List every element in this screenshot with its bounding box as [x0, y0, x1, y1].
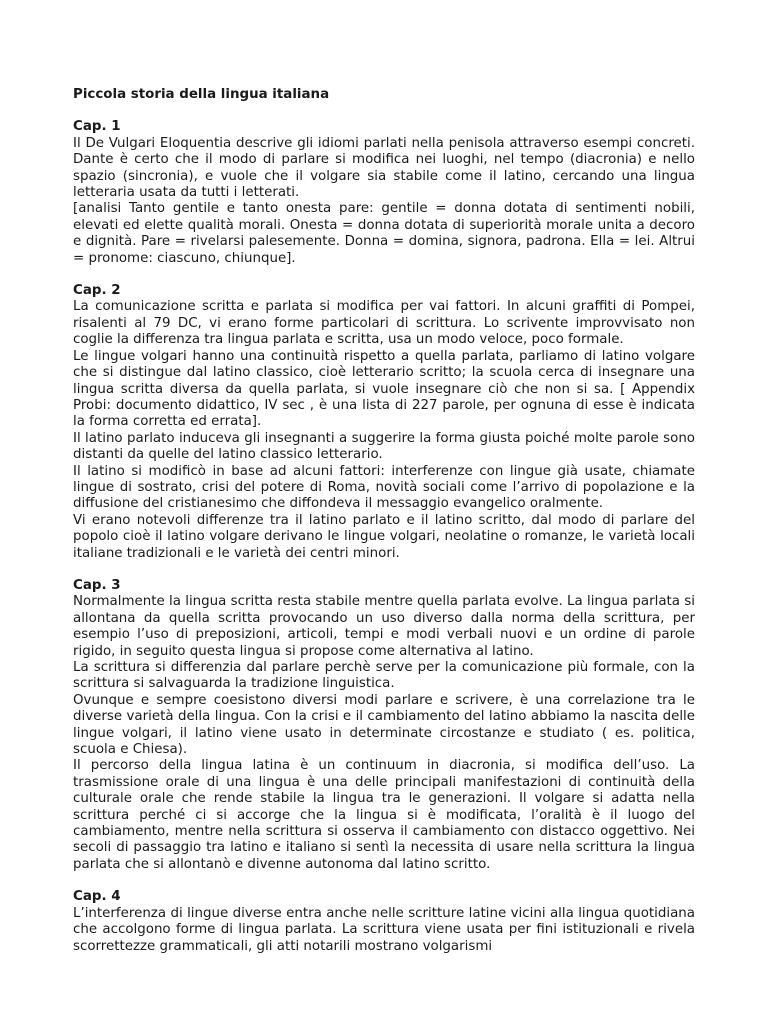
chapter-paragraph: Il latino si modificò in base ad alcuni fattori: interferenze con lingue già usate, chiamate lingue di sostrato, crisi del potere di Roma, novità sociali come l’arrivo di popolazione e la diffusione del cristianesimo che diffondeva il messaggio evangelico oralmente. — [73, 463, 695, 512]
chapter-section — [73, 283, 695, 562]
document-title: Piccola storia della lingua italiana — [73, 87, 330, 102]
chapter-paragraph: La scrittura si differenzia dal parlare perchè serve per la comunicazione più formale, con la scrittura si salvaguarda la tradizione linguistica. — [73, 660, 695, 692]
chapter-paragraph: La comunicazione scritta e parlata si modifica per vai fattori. In alcuni graffiti di Pompei, risalenti al 79 DC, vi erano forme particolari di scrittura. Lo scrivente improvvisato non coglie la differenza tra lingua parlata e scritta, usa un modo veloce, poco formale. — [73, 299, 695, 348]
chapter-heading: Cap. 2 — [73, 283, 121, 299]
chapter-heading: Cap. 4 — [73, 889, 121, 905]
chapter-paragraph: Il De Vulgari Eloquentia descrive gli idiomi parlati nella penisola attraverso esempi concreti. Dante è certo che il modo di parlare si modifica nei luoghi, nel tempo (diacronia) e nello spazio (sincronia), e vuole che il volgare sia stabile come il latino, cercando una lingua letteraria usata da tutti i letterati. — [73, 135, 695, 201]
chapter-heading: Cap. 3 — [73, 577, 121, 593]
chapter-paragraph: Ovunque e sempre coesistono diversi modi parlare e scrivere, è una correlazione tra le diverse varietà della lingua. Con la crisi e il cambiamento del latino abbiamo la nascita delle lingue volgari, il latino viene usato in determinate circostanze e studiato ( es. politica, scuola e Chiesa). — [73, 692, 695, 758]
document-page — [73, 87, 695, 971]
chapter-paragraph: Il percorso della lingua latina è un continuum in diacronia, si modifica dell’uso. La trasmissione orale di una lingua è una delle principali manifestazioni di continuità della culturale orale che rende stabile la lingua tra le generazioni. Il volgare si adatta nella scrittura perché ci si accorge che la lingua si è modificata, l’oralità è il luogo del cambiamento, mentre nella scrittura si osserva il cambiamento con distacco oggettivo. Nei secoli di passaggio tra latino e italiano si sentì la necessita di usare nella scrittura la lingua parlata che si allontanò e divenne autonoma dal latino scritto. — [73, 758, 695, 872]
chapter-paragraph: [analisi Tanto gentile e tanto onesta pare: gentile = donna dotata di sentimenti nobili, elevati ed elette qualità morali. Onesta = donna dotata di superiorità morale unita a decoro e dignità. Pare = rivelarsi palesemente. Donna = domina, signora, padrona. Ella = lei. Altrui = pronome: ciascuno, chiunque]. — [73, 201, 695, 266]
chapter-paragraph: Vi erano notevoli differenze tra il latino parlato e il latino scritto, dal modo di parlare del popolo cioè il latino volgare derivano le lingue volgari, neolatine o romanze, le varietà locali italiane tradizionali e le varietà dei centri minori. — [73, 512, 695, 561]
chapter-section — [73, 119, 695, 267]
chapter-paragraph: L’interferenza di lingue diverse entra anche nelle scritture latine vicini alla lingua quotidiana che accolgono forme di lingua parlata. La scrittura viene usata per fini istituzionali e rivela scorrettezze grammaticali, gli atti notarili mostrano volgarismi — [73, 905, 695, 954]
chapter-paragraph: Normalmente la lingua scritta resta stabile mentre quella parlata evolve. La lingua parlata si allontana da quella scritta provocando un uso diverso dalla norma della scrittura, per esempio l’uso di preposizioni, articoli, tempi e modi verbali nuovi e un ordine di parole rigido, in seguito questa lingua si propose come alternativa al latino. — [73, 594, 695, 659]
chapters-container — [73, 119, 695, 955]
chapter-paragraph: Le lingue volgari hanno una continuità rispetto a quella parlata, parliamo di latino volgare che si distingue dal latino classico, cioè letterario scritto; la scuola cerca di insegnare una lingua scritta diversa da quella parlata, si vuole insegnare ciò che non si sa. [ Appendix Probi: documento didattico, IV sec , è una lista di 227 parole, per ognuna di esse è indicata la forma corretta ed errata]. — [73, 348, 695, 430]
chapter-section — [73, 889, 695, 955]
chapter-paragraph: Il latino parlato induceva gli insegnanti a suggerire la forma giusta poiché molte parole sono distanti da quelle del latino classico letterario. — [73, 430, 695, 463]
chapter-heading: Cap. 1 — [73, 119, 121, 135]
chapter-section — [73, 578, 695, 873]
